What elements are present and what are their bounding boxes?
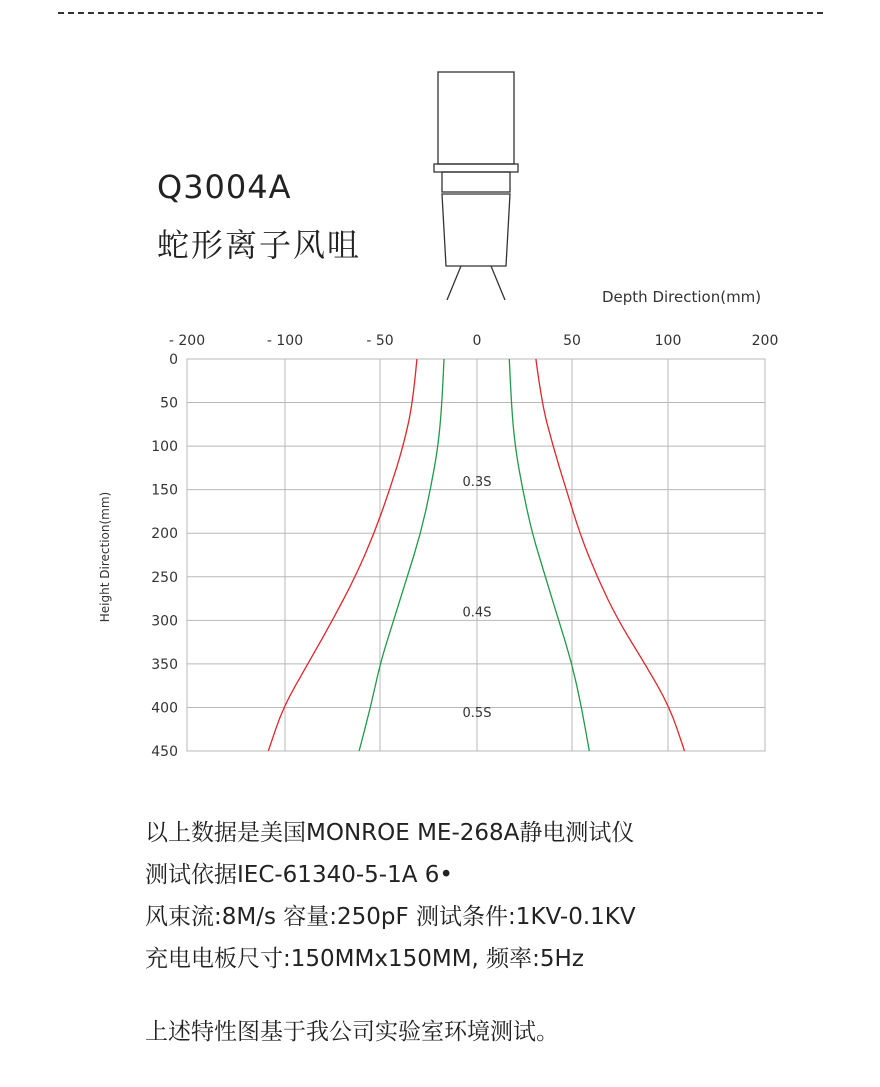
- product-name: 蛇形离子风咀: [157, 226, 362, 264]
- note-line-4: 充电电板尺寸:150MMx150MM, 频率:5Hz: [145, 946, 584, 972]
- y-tick-label: 350: [151, 656, 178, 673]
- x-tick-label: - 200: [168, 333, 206, 349]
- nozzle-tip-shape: [442, 194, 510, 266]
- y-tick-label: 100: [151, 439, 178, 456]
- annotation-label: 0.3S: [462, 474, 492, 490]
- curve-red-right: [536, 359, 685, 751]
- air-nozzle-device-illustration: [430, 70, 530, 310]
- annotation-label: 0.5S: [462, 705, 492, 721]
- y-tick-label: 50: [160, 395, 178, 412]
- airflow-left-line: [447, 266, 461, 300]
- nozzle-collar-shape: [434, 164, 518, 172]
- y-tick-label: 200: [151, 526, 178, 543]
- x-axis-title: Depth Direction(mm): [602, 288, 762, 306]
- nozzle-neck-shape: [442, 172, 510, 192]
- note-line-3: 风束流:8M/s 容量:250pF 测试条件:1KV-0.1KV: [145, 904, 636, 930]
- x-tick-label: 200: [751, 333, 779, 349]
- curve-green-left: [359, 359, 444, 751]
- x-tick-label: 0: [472, 333, 482, 349]
- y-axis-title: Height Direction(mm): [98, 491, 112, 623]
- annotation-label: 0.4S: [462, 605, 492, 621]
- curve-green-right: [509, 359, 589, 751]
- lab-test-footnote: 上述特性图基于我公司实验室环境测试。: [145, 1019, 559, 1045]
- top-dashed-divider: [58, 12, 823, 14]
- y-tick-label: 0: [169, 352, 178, 368]
- plot-frame: [187, 359, 765, 751]
- nozzle-body-shape: [438, 72, 514, 164]
- y-tick-label: 300: [151, 613, 178, 630]
- curve-red-left: [268, 359, 417, 751]
- test-notes: [145, 812, 636, 980]
- x-tick-label: - 50: [366, 333, 394, 349]
- y-tick-label: 450: [151, 744, 178, 760]
- x-tick-label: - 100: [266, 333, 304, 349]
- x-tick-label: 100: [654, 333, 682, 349]
- y-tick-label: 150: [151, 482, 178, 499]
- ion-airflow-chart: [130, 325, 810, 765]
- note-line-2: 测试依据IEC-61340-5-1A 6•: [145, 862, 453, 888]
- airflow-right-line: [491, 266, 505, 300]
- product-code: Q3004A: [157, 168, 292, 206]
- x-tick-label: 50: [563, 333, 581, 349]
- note-line-1: 以上数据是美国MONROE ME-268A静电测试仪: [145, 820, 635, 846]
- y-tick-label: 250: [151, 569, 178, 586]
- y-tick-label: 400: [151, 700, 178, 717]
